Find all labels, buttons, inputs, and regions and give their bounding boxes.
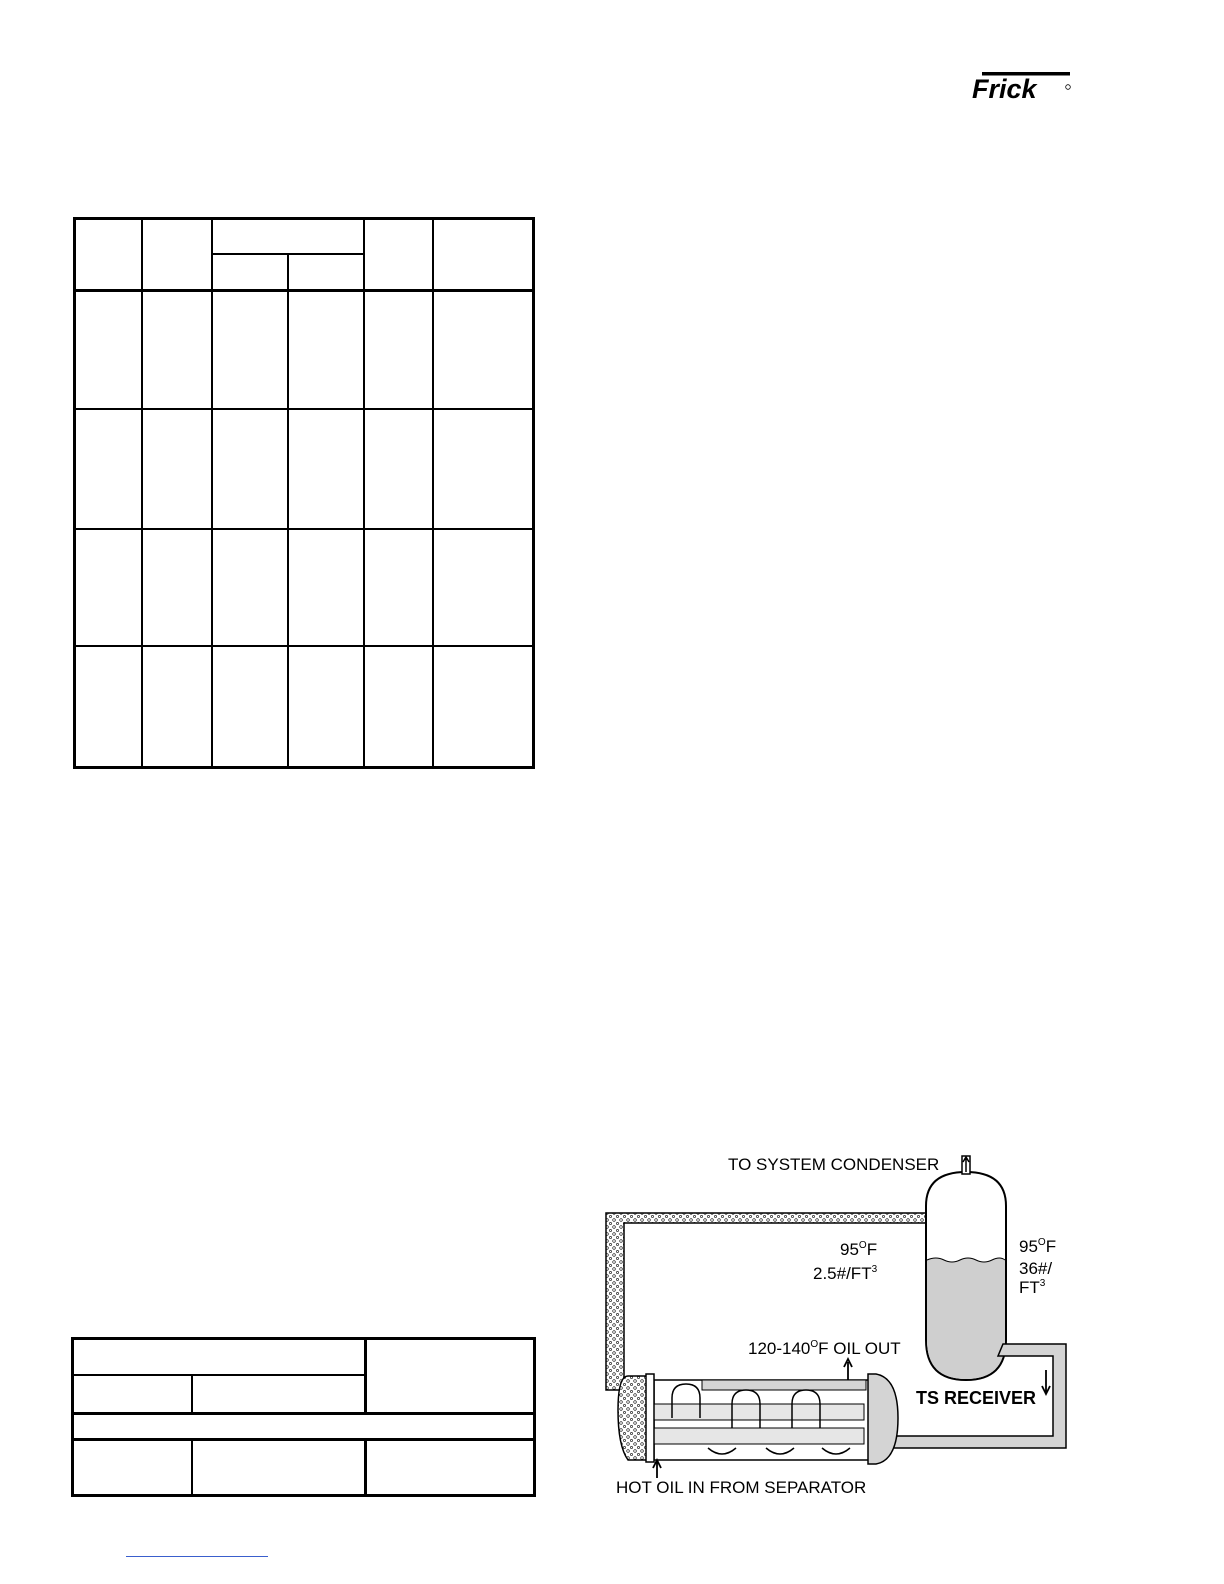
link-underline: [126, 1556, 268, 1557]
vapor-temp: $95^OF$: [840, 1240, 878, 1259]
row-divider: [73, 408, 535, 410]
down-arrow-icon: [1042, 1370, 1050, 1394]
vapor-density: $2.5\#/FT^3$: [813, 1264, 878, 1283]
column-divider: [363, 217, 365, 769]
to-condenser-label: TO SYSTEM CONDENSER: [728, 1155, 940, 1174]
logo-text: Frick: [972, 74, 1037, 104]
row-divider: [71, 1374, 367, 1376]
row-divider: [71, 1438, 536, 1441]
column-divider: [364, 1438, 367, 1497]
liquid-density-line2: $FT^3$: [1019, 1278, 1046, 1297]
receiver-liquid: [927, 1258, 1005, 1379]
column-divider: [432, 217, 434, 769]
empty-lower-table: [71, 1337, 536, 1497]
row-divider: [71, 1412, 536, 1415]
row-divider: [73, 645, 535, 647]
frick-logo: [968, 70, 1072, 104]
thermosyphon-diagram: [598, 1148, 1098, 1508]
exchanger-left-head: [618, 1376, 650, 1460]
oil-out-label: $120-140^OF$ OIL OUT: [748, 1339, 901, 1358]
subheader-divider: [211, 253, 365, 255]
column-divider: [287, 253, 289, 769]
column-divider: [211, 217, 213, 769]
empty-spec-table: [73, 217, 535, 769]
oil-in-label: HOT OIL IN FROM SEPARATOR: [616, 1478, 867, 1497]
vapor-return-pipe: [606, 1213, 968, 1390]
liquid-temp: $95^OF$: [1019, 1237, 1057, 1256]
column-divider: [191, 1374, 193, 1414]
header-divider: [73, 289, 535, 292]
table-frame: [71, 1337, 536, 1497]
row-divider: [73, 528, 535, 530]
column-divider: [141, 217, 143, 769]
column-divider: [191, 1438, 193, 1497]
exchanger-right-head: [868, 1374, 898, 1464]
receiver-label: TS RECEIVER: [916, 1388, 1037, 1408]
liquid-density-line1: 36#/: [1019, 1259, 1053, 1278]
oil-out-arrow-icon: [844, 1359, 852, 1380]
